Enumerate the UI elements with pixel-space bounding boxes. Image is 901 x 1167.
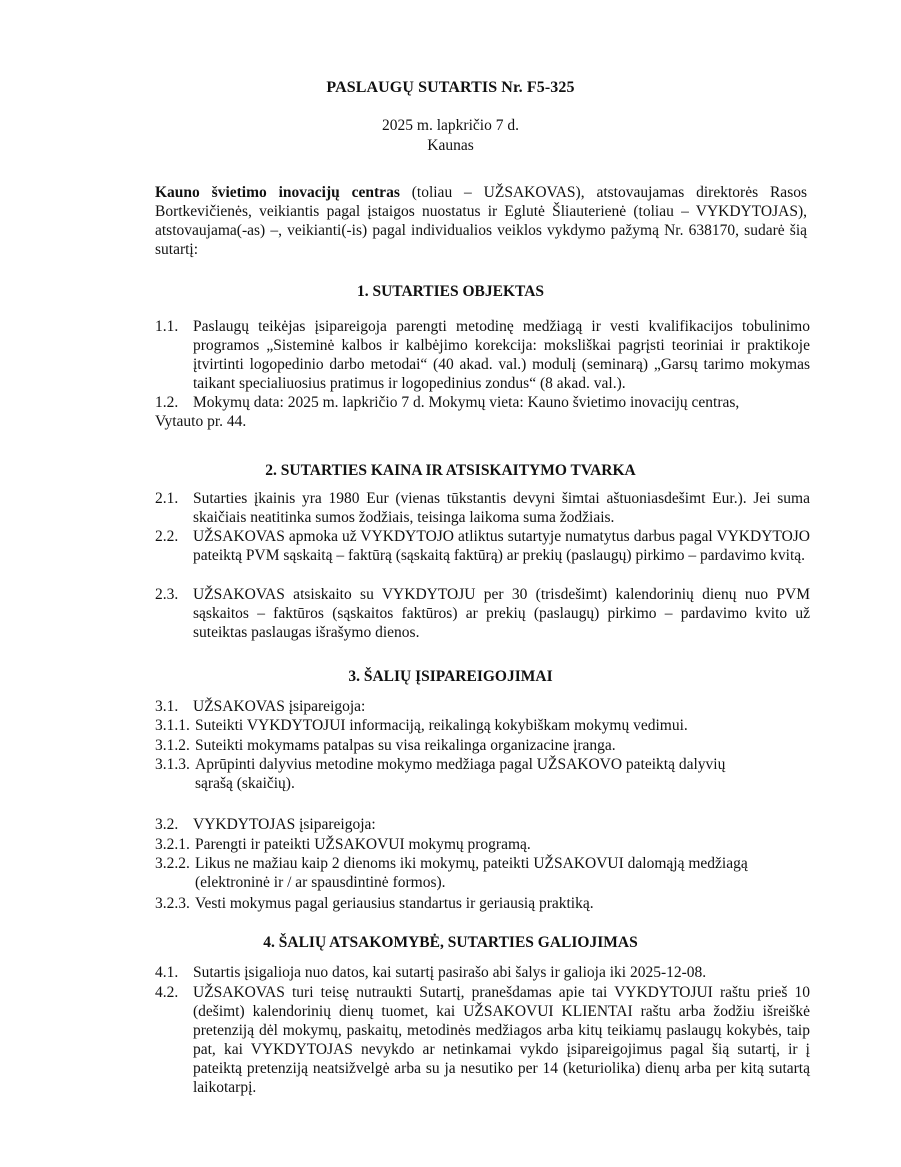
section-1-heading: 1. SUTARTIES OBJEKTAS xyxy=(356,283,545,300)
clause-number: 3.2.2. xyxy=(155,855,190,872)
clause-text: Suteikti VYKDYTOJUI informaciją, reikalingą kokybiškam mokymų vedimui. xyxy=(195,717,688,734)
clause-number: 3.1. xyxy=(155,698,179,715)
clause-text: Vesti mokymus pagal geriausius standartus ir geriausią praktiką. xyxy=(195,895,594,912)
intro-text: (toliau – UŽSAKOVAS), atstovaujamas direktorės Rasos Bortkevičienės, veikiantis pagal įstaigos nuostatus ir Eglutė Šliauterienė (toliau – VYKDYTOJAS), atstovaujama(-as) –, veikianti(-is) pagal individualios veiklos vykdymo pažymą Nr. 638170, sudarė šią sutartį: xyxy=(155,184,808,258)
clause-4-1 xyxy=(155,963,810,982)
clause-text: UŽSAKOVAS turi teisę nutraukti Sutartį, pranešdamas apie tai VYKDYTOJUI raštu prieš 10 (dešimt) kalendorinių dienų tuomet, kai UŽSAKOVUI KLIENTAI raštu arba žodžiu išreiškė pretenziją dėl mokymų, paskaitų, metodinės medžiagos arba kitų teikiamų paslaugų kokybės, taip pat, kai VYKDYTOJAS nevykdo ar netinkamai vykdo įsipareigojimus pagal šią sutartį, ir į pateiktą pretenziją neatsižvelgė arba su ja nesutiko per 14 (keturiolika) dienų arba per kitą sutartą laikotarpį. xyxy=(193,984,810,1096)
clause-number: 4.1. xyxy=(155,964,179,981)
clause-3-1-2 xyxy=(155,736,810,755)
clause-text: VYKDYTOJAS įsipareigoja: xyxy=(193,816,376,833)
clause-2-3 xyxy=(155,585,810,642)
clause-number: 1.1. xyxy=(155,318,179,335)
clause-3-2 xyxy=(155,815,810,834)
clause-2-1 xyxy=(155,489,810,527)
clause-text: Mokymų data: 2025 m. lapkričio 7 d. Mokymų vieta: Kauno švietimo inovacijų centras, xyxy=(193,394,740,411)
clause-text: Sutarties įkainis yra 1980 Eur (vienas tūkstantis devyni šimtai aštuoniasdešimt Eur.). Jei suma skaičiais neatitinka sumos žodžiais, teisinga laikoma suma žodžiais. xyxy=(193,490,810,526)
clause-text: Sutartis įsigalioja nuo datos, kai sutartį pasirašo abi šalys ir galioja iki 2025-12-08. xyxy=(193,964,707,981)
section-4-heading: 4. ŠALIŲ ATSAKOMYBĖ, SUTARTIES GALIOJIMAS xyxy=(263,934,638,951)
clause-4-2 xyxy=(155,983,810,1097)
clause-text: UŽSAKOVAS įsipareigoja: xyxy=(193,698,366,715)
clause-3-1-3 xyxy=(155,755,810,793)
section-2-heading: 2. SUTARTIES KAINA IR ATSISKAITYMO TVARKA xyxy=(265,462,636,479)
clause-number: 3.2.3. xyxy=(155,895,190,912)
intro-paragraph xyxy=(155,183,807,259)
document-title: PASLAUGŲ SUTARTIS Nr. F5-325 xyxy=(326,79,575,96)
section-3-heading: 3. ŠALIŲ ĮSIPAREIGOJIMAI xyxy=(348,668,553,685)
clause-1-2 xyxy=(155,393,810,412)
clause-3-2-2 xyxy=(155,854,810,892)
clause-3-2-1 xyxy=(155,835,810,854)
clause-number: 2.3. xyxy=(155,586,179,603)
clause-1-2-continuation: Vytauto pr. 44. xyxy=(155,413,247,430)
clause-number: 2.2. xyxy=(155,528,179,545)
clause-number: 3.2. xyxy=(155,816,179,833)
clause-number: 4.2. xyxy=(155,984,179,1001)
clause-3-2-3 xyxy=(155,894,810,913)
document-date: 2025 m. lapkričio 7 d. xyxy=(382,117,519,134)
clause-number: 3.1.3. xyxy=(155,756,190,773)
clause-number: 2.1. xyxy=(155,490,179,507)
clause-3-1-1 xyxy=(155,716,810,735)
clause-number: 3.1.2. xyxy=(155,737,190,754)
clause-text: UŽSAKOVAS atsiskaito su VYKDYTOJU per 30 (trisdešimt) kalendorinių dienų nuo PVM sąskaitos – faktūros (sąskaitos faktūros) ar prekių (paslaugų) pirkimo – pardavimo kvito už suteiktas paslaugas išrašymo dienos. xyxy=(193,586,810,641)
clause-text: UŽSAKOVAS apmoka už VYKDYTOJO atliktus sutartyje numatytus darbus pagal VYKDYTOJO pateiktą PVM sąskaitą – faktūrą (sąskaitą faktūrą) ar prekių (paslaugų) pirkimo – pardavimo kvitą. xyxy=(193,528,810,564)
clause-text: Paslaugų teikėjas įsipareigoja parengti metodinę medžiagą ir vesti kvalifikacijos tobulinimo programos „Sisteminė kalbos ir kalbėjimo korekcija: moksliškai pagrįsti teoriniai ir praktikoje įtvirtinti logopedinio darbo metodai“ (40 akad. val.) modulį (seminarą) „Garsų tarimo mokymas taikant specialiuosius pratimus ir logopedinius zondus“ (8 akad. val.). xyxy=(193,318,810,392)
party-name: Kauno švietimo inovacijų centras xyxy=(155,184,400,201)
clause-2-2 xyxy=(155,527,810,565)
clause-text: Aprūpinti dalyvius metodine mokymo medžiaga pagal UŽSAKOVO pateiktą dalyvių sąrašą (skaičių). xyxy=(195,756,726,792)
clause-number: 3.1.1. xyxy=(155,717,190,734)
clause-1-1 xyxy=(155,317,810,393)
document-city: Kaunas xyxy=(427,137,474,154)
clause-number: 1.2. xyxy=(155,394,179,411)
clause-number: 3.2.1. xyxy=(155,836,190,853)
clause-text: Parengti ir pateikti UŽSAKOVUI mokymų programą. xyxy=(195,836,531,853)
clause-3-1 xyxy=(155,697,810,716)
clause-text: Likus ne mažiau kaip 2 dienoms iki mokymų, pateikti UŽSAKOVUI dalomąją medžiagą (elektroninė ir / ar spausdintinė formos). xyxy=(195,855,748,891)
clause-text: Suteikti mokymams patalpas su visa reikalinga organizacine įranga. xyxy=(195,737,616,754)
